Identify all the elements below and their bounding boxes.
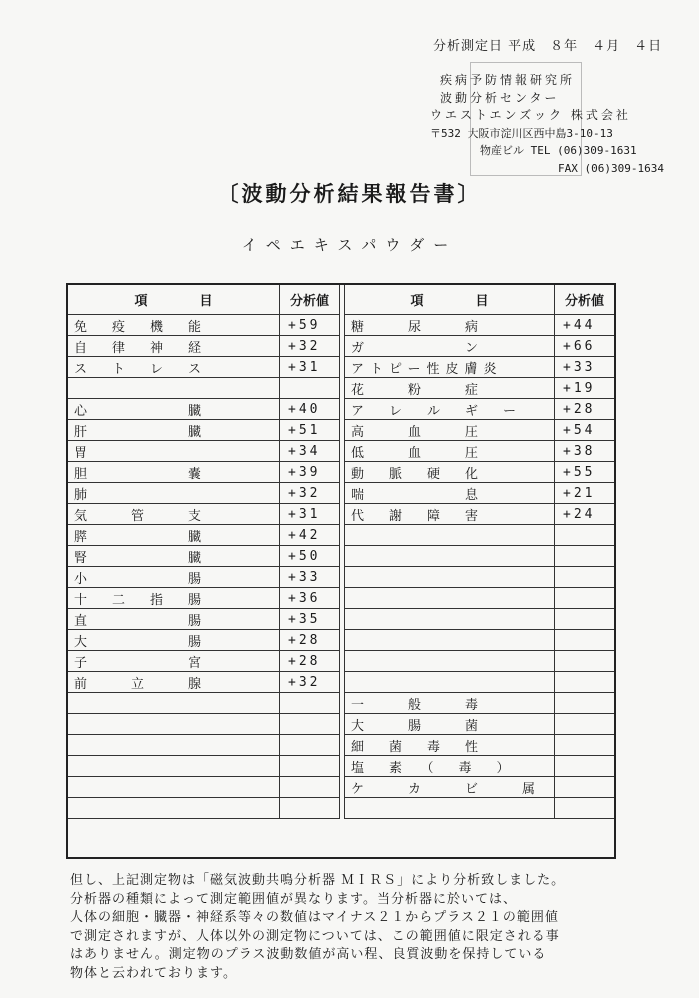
item-name: ケ カ ビ 属 [345,777,555,798]
item-name: 代 謝 障 害 [345,504,555,525]
org-address: 〒532 大阪市淀川区西中島3-10-13 [430,126,613,140]
analysis-value: +55 [555,462,615,483]
analysis-value: +19 [555,378,615,399]
analysis-value: +32 [280,483,340,504]
organization-block [430,72,690,177]
analysis-value: +36 [280,588,340,609]
analysis-value: +34 [280,441,340,462]
item-name: 気 管 支 [68,504,280,525]
item-name: 大 腸 [68,630,280,651]
item-name: 低 血 圧 [345,441,555,462]
analysis-value: +54 [555,420,615,441]
item-name: 肺 [68,483,280,504]
item-name: 十 二 指 腸 [68,588,280,609]
item-name: 自 律 神 経 [68,336,280,357]
column-header-item: 項 目 [345,285,555,315]
analysis-value: +33 [555,357,615,378]
analysis-date: 分析測定日 平成 ８年 ４月 ４日 [433,39,663,54]
footnote-line: はありません。測定物のプラス波動数値が高い程、良質波動を保持している [70,947,547,962]
analysis-value: +32 [280,336,340,357]
item-name: 高 血 圧 [345,420,555,441]
analysis-value: +42 [280,525,340,546]
column-header-item: 項 目 [68,285,280,315]
item-name: 一 般 毒 [345,693,555,714]
item-name: 腎 臓 [68,546,280,567]
item-name: 肝 臓 [68,420,280,441]
footnote-line: 但し、上記測定物は「磁気波動共鳴分析器 ＭＩＲＳ」により分析致しました。 [70,873,566,888]
analysis-value: +28 [555,399,615,420]
analysis-value: +24 [555,504,615,525]
item-name: 細 菌 毒 性 [345,735,555,756]
analysis-value: +51 [280,420,340,441]
item-name: 糖 尿 病 [345,315,555,336]
analysis-value: +28 [280,630,340,651]
footnote-line: 人体の細胞・臓器・神経系等々の数値はマイナス２１からプラス２１の範囲値 [70,910,559,925]
item-name: 動 脈 硬 化 [345,462,555,483]
footnote-line: 物体と云われております。 [70,965,237,981]
item-name: 胃 [68,441,280,462]
footnote-line: で測定されますが、人体以外の測定物については、この範囲値に限定される事 [70,928,560,944]
analysis-value: +21 [555,483,615,504]
analysis-value: +31 [280,504,340,525]
org-line: 波動分析センター [440,90,560,105]
item-name: 膵 臓 [68,525,280,546]
analysis-value: +59 [280,315,340,336]
item-name: 前 立 腺 [68,672,280,693]
footnote-line: 分析器の種類によって測定範囲値が異なります。当分析器に於いては、 [70,891,517,907]
item-name: 大 腸 菌 [345,714,555,735]
item-name: ガ ン [345,336,555,357]
item-name: 免 疫 機 能 [68,315,280,336]
analysis-value: +50 [280,546,340,567]
item-name: 子 宮 [68,651,280,672]
analysis-value: +38 [555,441,615,462]
item-name: アトピー性皮膚炎 [345,357,555,378]
item-name: 胆 嚢 [68,462,280,483]
item-name: 小 腸 [68,567,280,588]
analysis-value: +35 [280,609,340,630]
item-name: 花 粉 症 [345,378,555,399]
analysis-value: +39 [280,462,340,483]
item-name: ス ト レ ス [68,357,280,378]
footnote [70,872,630,983]
org-fax: FAX (06)309-1634 [558,161,664,175]
org-line: 疾病予防情報研究所 [440,73,576,87]
item-name: 心 臓 [68,399,280,420]
table-frame [66,283,616,859]
org-tel: 物産ビル TEL (06)309-1631 [480,144,637,157]
analysis-value: +40 [280,399,340,420]
analysis-value: +31 [280,357,340,378]
item-name: 直 腸 [68,609,280,630]
analysis-value: +66 [555,336,615,357]
org-line: ウエストエンズック 株式会社 [430,108,631,122]
analysis-value: +44 [555,315,615,336]
column-header-value: 分析値 [555,285,615,315]
analysis-value: +33 [280,567,340,588]
column-header-value: 分析値 [280,285,340,315]
report-title: 〔波動分析結果報告書〕 [217,182,482,206]
item-name: ア レ ル ギ ー [345,399,555,420]
item-name: 喘 息 [345,483,555,504]
analysis-value: +28 [280,651,340,672]
analysis-value: +32 [280,672,340,693]
product-name: イペエキスパウダー [241,236,458,254]
item-name: 塩 素 （ 毒 ） [345,756,555,777]
